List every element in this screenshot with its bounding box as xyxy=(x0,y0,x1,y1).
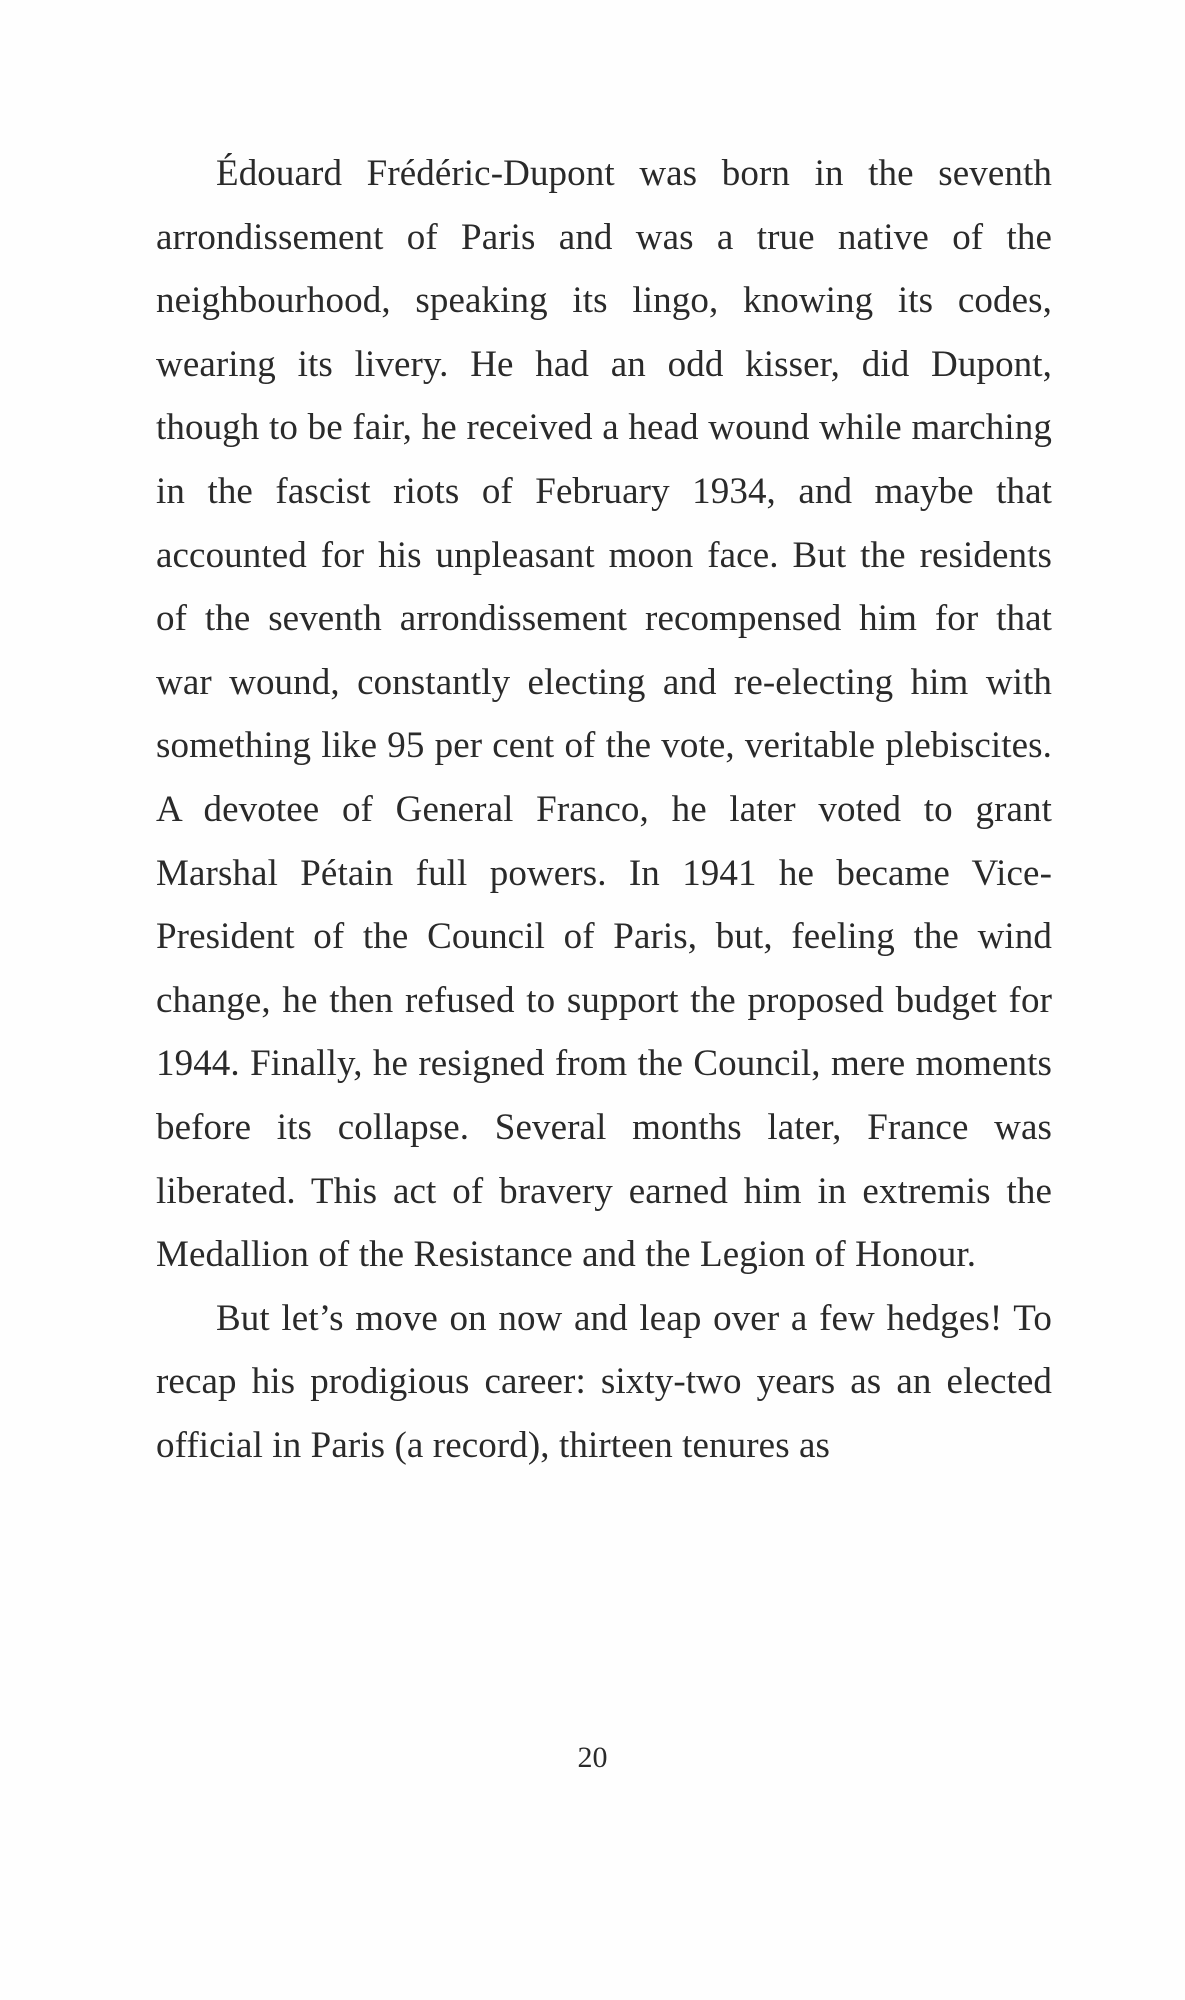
body-text xyxy=(156,142,1052,1477)
paragraph-2: But let’s move on now and leap over a few hedges! To recap his prodigious career: sixty-two years as an elected official in Paris (a record), thirteen tenures as xyxy=(156,1297,1052,1466)
paragraph-1: Édouard Frédéric-Dupont was born in the seventh arrondissement of Paris and was a true native of the neighbourhood, speaking its lingo, knowing its codes, wearing its livery. He had an odd kisser, did Dupont, though to be fair, he received a head wound while marching in the fascist riots of February 1934, and maybe that accounted for his unpleasant moon face. But the residents of the seventh arrondissement recompensed him for that war wound, constantly electing and re-electing him with something like 95 per cent of the vote, veritable plebiscites. A devotee of General Franco, he later voted to grant Marshal Pétain full powers. In 1941 he became Vice-President of the Council of Paris, but, feeling the wind change, he then refused to support the proposed budget for 1944. Finally, he resigned from the Council, mere moments before its collapse. Several months later, France was liberated. This act of bravery earned him in extremis the Medallion of the Resistance and the Legion of Honour. xyxy=(156,153,1052,1276)
page-number: 20 xyxy=(577,1741,608,1774)
